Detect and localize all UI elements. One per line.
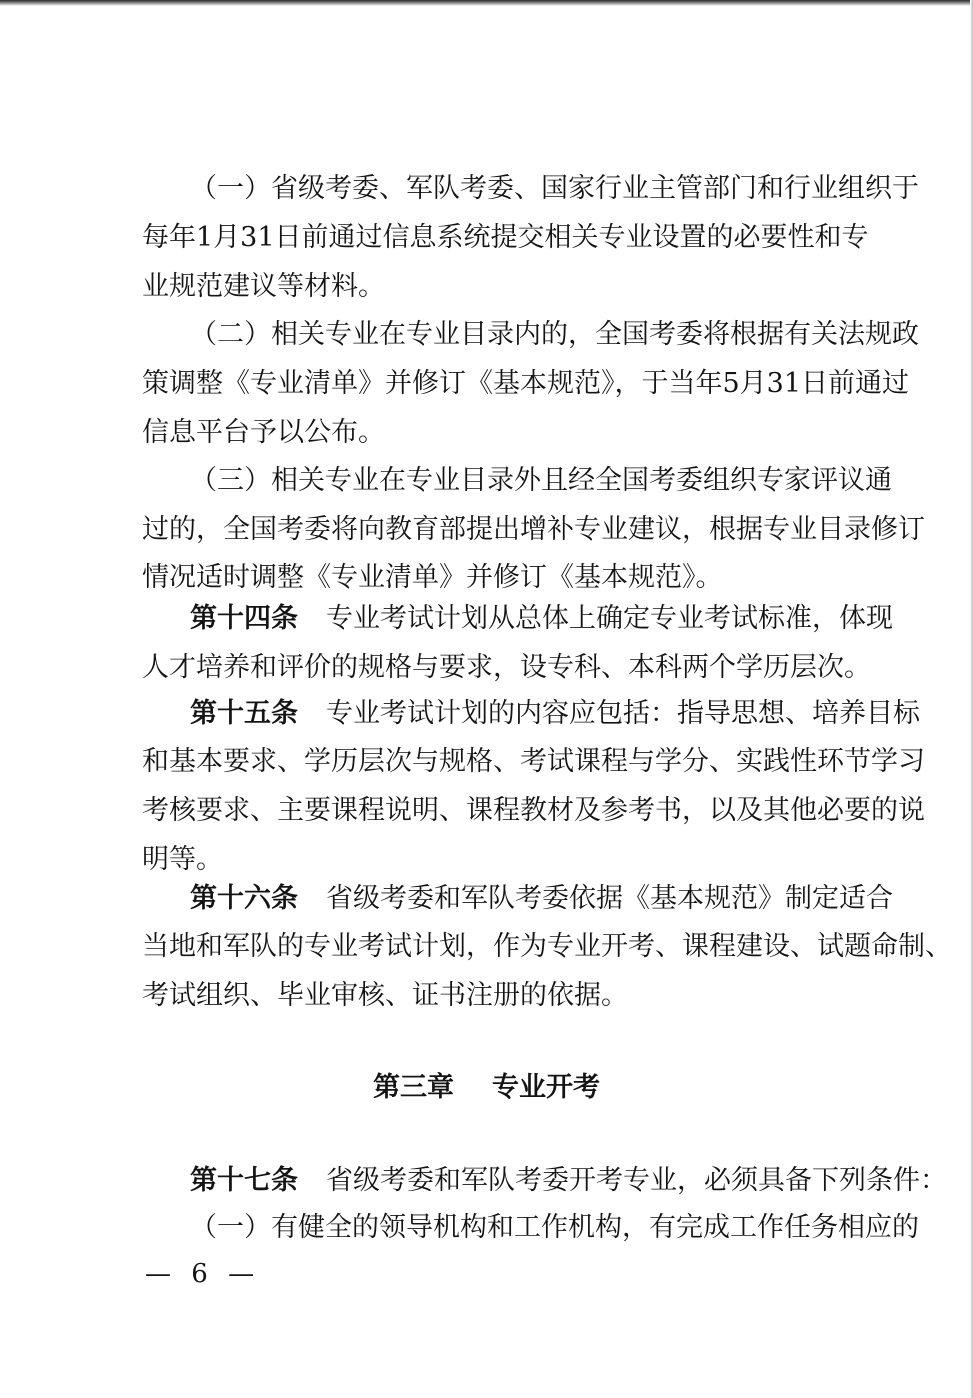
- text-line: 人才培养和评价的规格与要求，设专科、本科两个学历层次。: [142, 652, 871, 683]
- scan-top-edge: [0, 0, 973, 6]
- chapter-heading: [0, 1071, 973, 1105]
- text-line: 过的，全国考委将向教育部提出增补专业建议，根据专业目录修订: [142, 514, 925, 545]
- text-line: 每年1月31日前通过信息系统提交相关专业设置的必要性和专: [142, 222, 869, 253]
- article-16-title: 第十六条: [190, 883, 298, 914]
- text-line: 和基本要求、学历层次与规格、考试课程与学分、实践性环节学习: [142, 746, 925, 777]
- chapter-title: 专业开考: [492, 1072, 600, 1103]
- article-14-line: [190, 602, 893, 636]
- article-17-line: [190, 1164, 947, 1198]
- page-number: — 6 —: [145, 1259, 261, 1289]
- text-line: （一）有健全的领导机构和工作机构，有完成工作任务相应的: [190, 1212, 919, 1243]
- article-17-title: 第十七条: [190, 1165, 298, 1196]
- article-14-title: 第十四条: [190, 603, 298, 634]
- article-15-line: [190, 697, 920, 731]
- article-17-text: 省级考委和军队考委开考专业，必须具备下列条件：: [326, 1165, 947, 1196]
- text-line: （二）相关专业在专业目录内的，全国考委将根据有关法规政: [190, 319, 919, 350]
- text-line: 考试组织、毕业审核、证书注册的依据。: [142, 980, 628, 1011]
- article-16-text: 省级考委和军队考委依据《基本规范》制定适合: [326, 883, 893, 914]
- chapter-number: 第三章: [373, 1072, 454, 1103]
- article-15-title: 第十五条: [190, 698, 298, 729]
- article-14-text: 专业考试计划从总体上确定专业考试标准，体现: [326, 603, 893, 634]
- text-line: 情况适时调整《专业清单》并修订《基本规范》。: [142, 562, 723, 593]
- text-line: 信息平台予以公布。: [142, 417, 385, 448]
- text-line: 当地和军队的专业考试计划，作为专业开考、课程建设、试题命制、: [142, 931, 952, 962]
- text-line: 考核要求、主要课程说明、课程教材及参考书，以及其他必要的说: [142, 795, 925, 826]
- text-line: 明等。: [142, 844, 223, 875]
- text-line: （一）省级考委、军队考委、国家行业主管部门和行业组织于: [190, 173, 919, 204]
- article-15-text: 专业考试计划的内容应包括：指导思想、培养目标: [326, 698, 920, 729]
- article-16-line: [190, 882, 893, 916]
- text-line: （三）相关专业在专业目录外且经全国考委组织专家评议通: [190, 465, 892, 496]
- text-line: 策调整《专业清单》并修订《基本规范》，于当年5月31日前通过: [142, 368, 910, 399]
- text-line: 业规范建议等材料。: [142, 271, 385, 302]
